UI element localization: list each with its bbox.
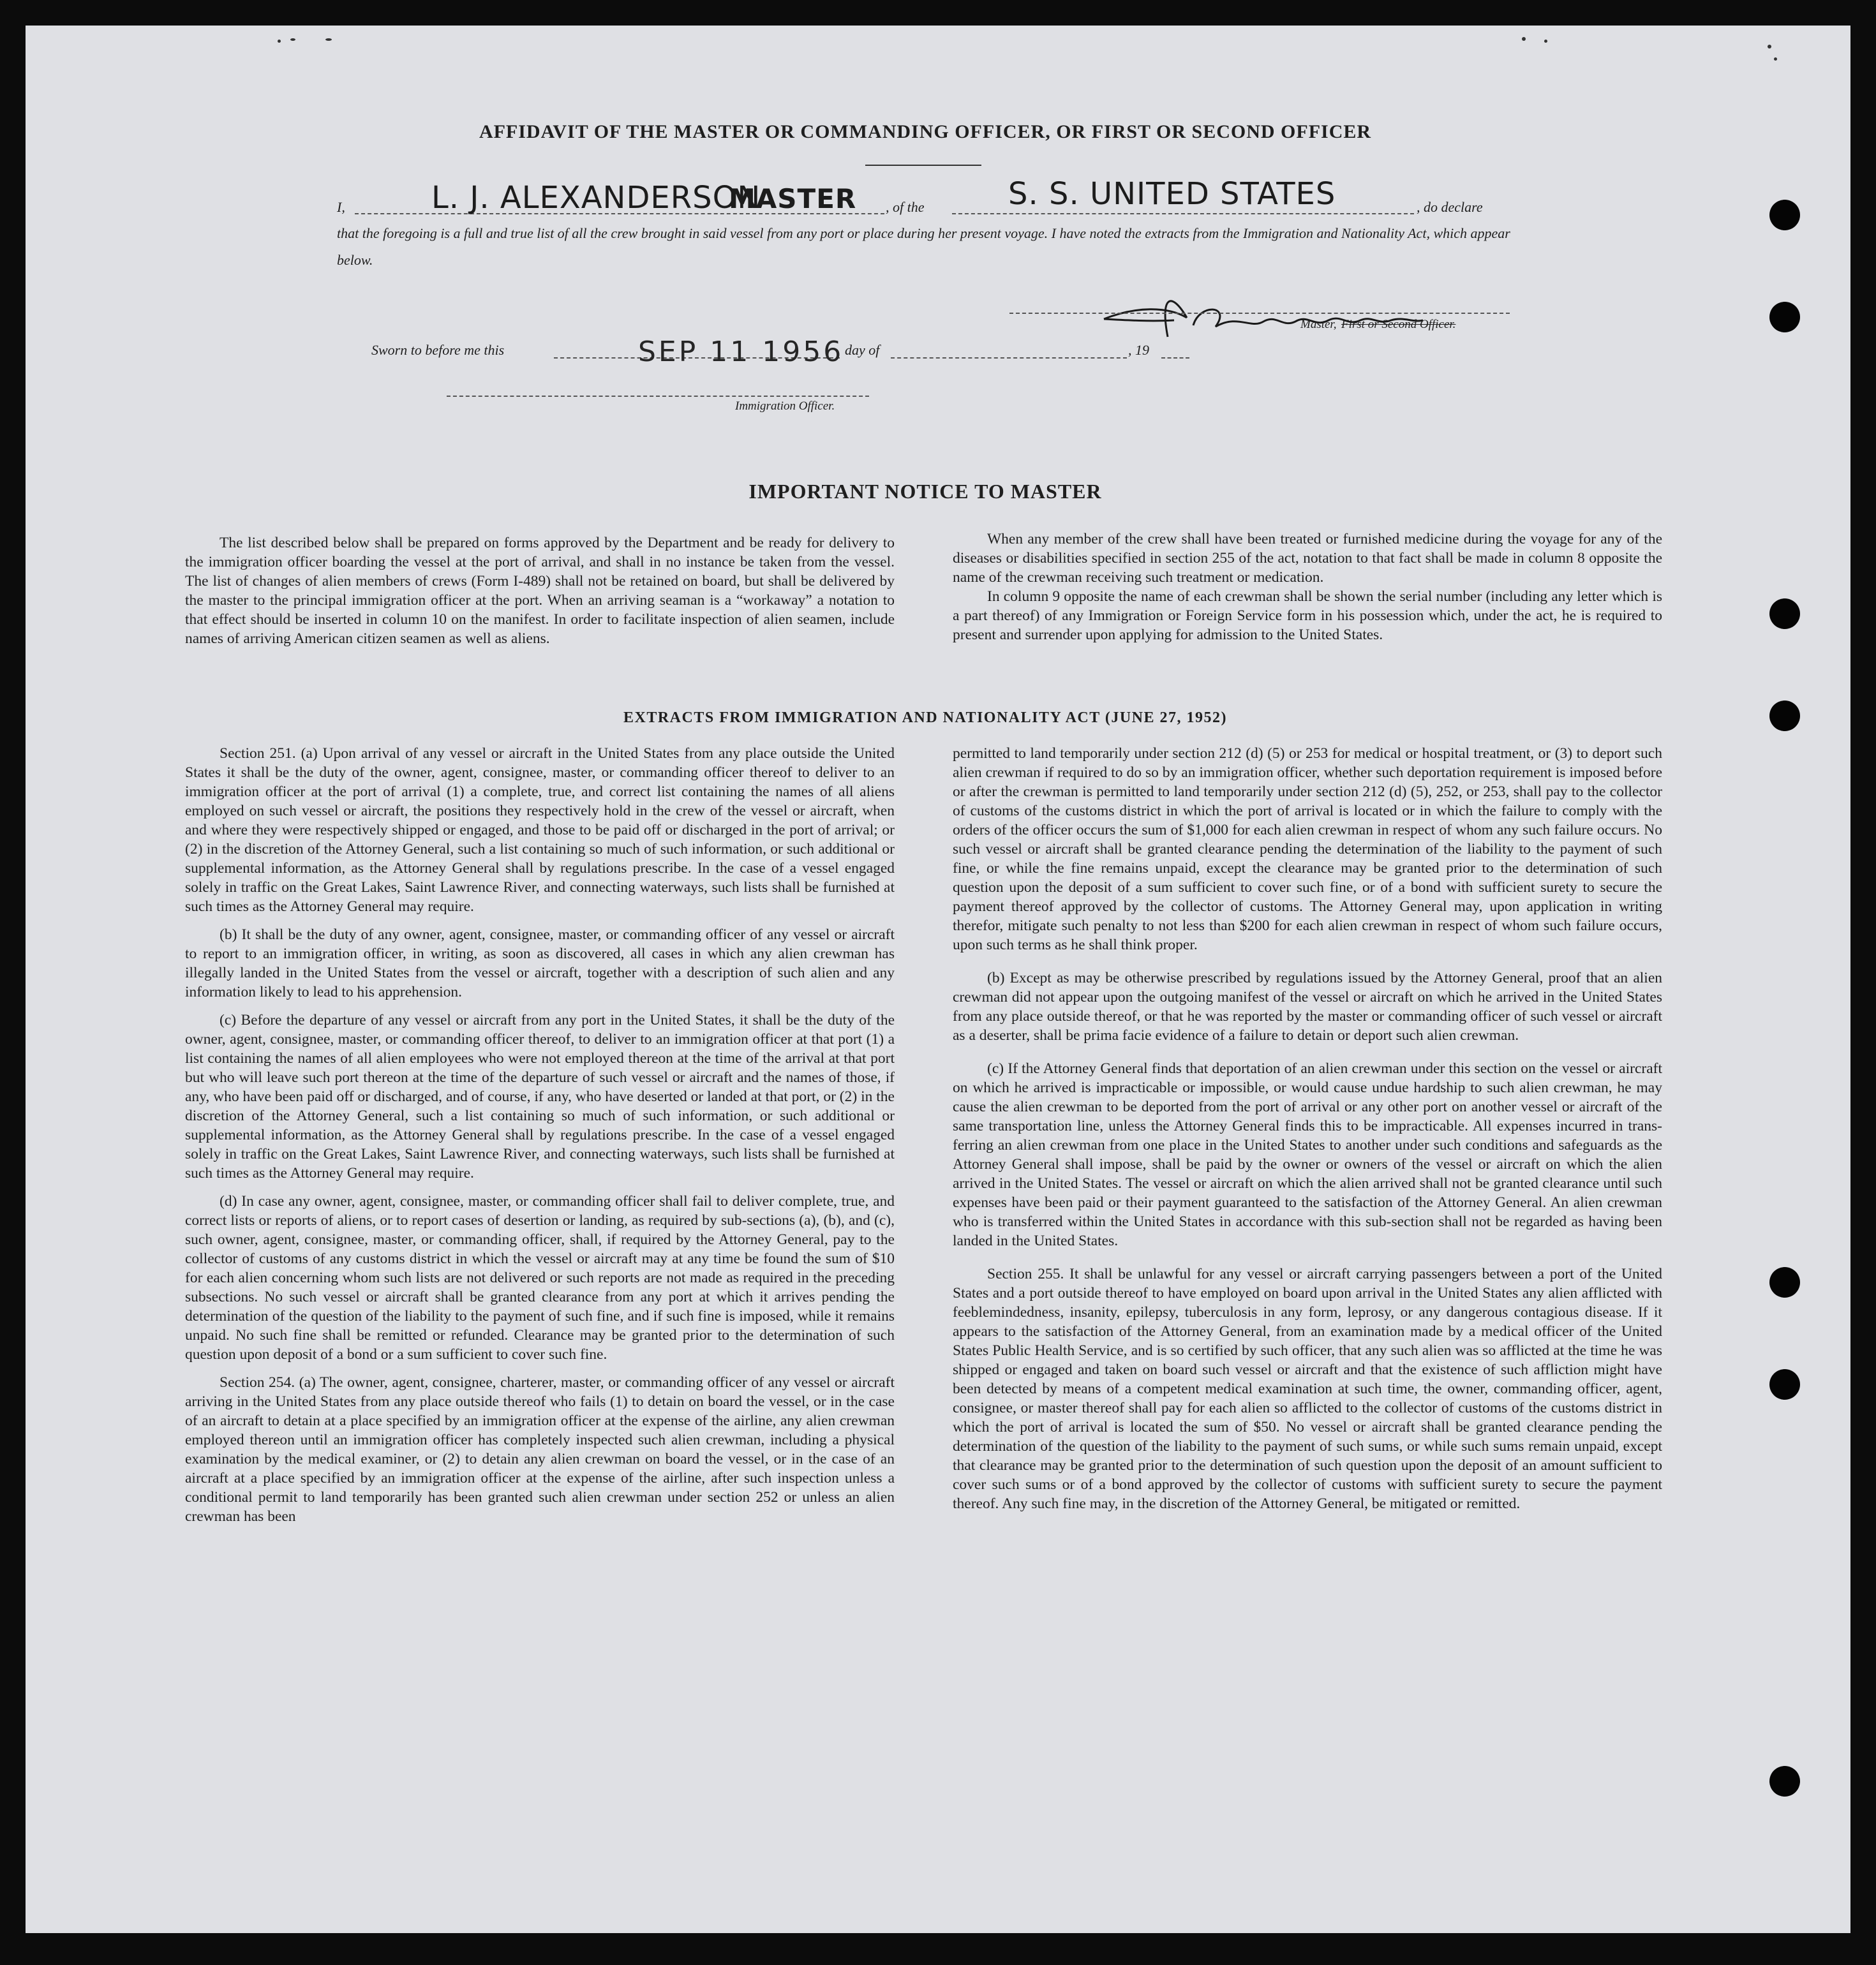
month-line — [891, 357, 1127, 359]
master-signature — [1091, 281, 1436, 351]
extracts-title: EXTRACTS FROM IMMIGRATION AND NATIONALITY ACT (JUNE 27, 1952) — [623, 709, 1227, 726]
binder-hole — [1769, 1267, 1800, 1298]
signature-caption-master: Master, — [1300, 318, 1337, 331]
scan-speck — [290, 38, 295, 41]
binder-hole — [1769, 1766, 1800, 1797]
section-251a: Section 251. (a) Upon arrival of any vessel or aircraft in the United States from any place outside the United States it shall be the duty of the owner, agent, consignee, master, or commanding officer thereof to deliver to an immigration officer at the port of arrival (1) a complete, true, and correct list containing the names of all aliens employed on such vessel or aircraft, the positions they respectively hold in the crew of the vessel or aircraft, when and where they were respectively shipped or engaged, and those to be paid off or discharged in the port of arrival; or (2) in the discretion of the Attorney General, such a list containing so much of such information, or such additional or supplemental information, as the Attorney General shall by regulations prescribe. In the case of a vessel engaged solely in traffic on the Great Lakes, Saint Lawrence River, and connecting waterways, such lists shall be furnished at such times as the Attorney General may require. — [185, 745, 895, 915]
section-254c: (c) If the Attorney General finds that deportation of an alien crewman under this section on the vessel or aircraft on which he arrived is impracticable or impossible, or would cause undue hardship to such alien crewman, he may cause the alien crewman to be deported from the port of arrival or any other port on another vessel or aircraft of the same transportation line, unless the Attorney General finds this to be impracticable. All expenses incurred in transferring an alien crewman from one place in the United States to another under such conditions and safeguards as the Attorney General shall impose, shall be paid by the owner or owners of the vessel or aircraft on which the alien arrived in the United States. The vessel or aircraft on which the alien arrived shall not be granted clearance until such expenses have been paid or their payment guaranteed to the satisfaction of the Attorney General. An alien crewman who is transferred within the United States in accordance with this sub-section shall not be regarded as having been landed in the United States. — [953, 1060, 1662, 1249]
sworn-date-stamp: SEP 11 1956 — [638, 336, 844, 368]
year-line — [1161, 357, 1189, 359]
affidavit-title: AFFIDAVIT OF THE MASTER OR COMMANDING OFFICER, OR FIRST OR SECOND OFFICER — [479, 121, 1372, 142]
notice-paragraph: In column 9 opposite the name of each crewman shall be shown the serial number (including any letter which is a part thereof) of any Immigration or Foreign Service form in his possession which, under the act, he is required to present and surrender upon applying for admission to the United States. — [953, 588, 1662, 643]
section-254a: Section 254. (a) The owner, agent, consignee, charterer, master, or commanding officer of any vessel or aircraft arriving in the United States from any place outside thereof who fails (1) to detain on board the vessel, or in the case of an aircraft to detain at a place specified by an immigration officer at the expense of the airline, any alien crewman employed thereon until an immigration officer has completely inspected such alien crewman, including a physical examination by the medical examiner, or (2) to detain any alien crewman on board the vessel, or in the case of an aircraft at a place specified by an immigration officer at the expense of the airline, after such inspection unless a conditional permit to land temporarily has been granted such alien crewman under section 252 or unless an alien crewman has been — [185, 1374, 895, 1525]
binder-hole — [1769, 200, 1800, 230]
notice-paragraph: The list described below shall be prepared on forms approved by the Department and be ready for delivery to the immigration officer boarding the vessel at the port of arrival, and shall in no instance be taken from the vessel. The list of changes of alien members of crews (Form I-489) shall not be retained on board, but shall be delivered by the master to the principal immigration officer at the port. When an arriving seaman is a “workaway” a notation to that effect should be inserted in column 10 on the manifest. In order to facilitate inspection of alien seamen, include names of arriving American citizen seamen as well as aliens. — [185, 535, 895, 647]
signature-line — [1009, 313, 1510, 314]
notice-right-column — [953, 530, 1662, 644]
vessel-line — [952, 213, 1414, 214]
notice-paragraph: When any member of the crew shall have been treated or furnished medicine during the voyage for any of the diseases or disabilities specified in section 255 of the act, notation to that fact shall be made in column 8 opposite the name of the crewman receiving such treatment or medication. — [953, 531, 1662, 586]
scan-speck — [1544, 40, 1547, 43]
scan-speck — [1774, 57, 1777, 61]
notice-left-column — [185, 533, 895, 657]
declaration-text: that the foregoing is a full and true list of all the crew brought in said vessel from any port or place during her present voyage. I have noted the extracts from the Immigration and Nationality Act, which appear below. — [337, 225, 1510, 268]
immigration-officer-line — [447, 396, 869, 397]
binder-hole — [1769, 1369, 1800, 1400]
notice-title: IMPORTANT NOTICE TO MASTER — [748, 480, 1102, 503]
section-251b: (b) It shall be the duty of any owner, agent, consignee, master, or commanding officer of any vessel or aircraft to report to an immigration officer, in writing, as soon as discovered, all cases in which any alien crewman has illegally landed in the United States from the vessel or aircraft, together with a description of such alien and any information likely to lead to his apprehension. — [185, 926, 895, 1000]
day-of-label: day of — [845, 342, 880, 358]
declarant-rank: MASTER — [729, 183, 857, 214]
extracts-right-column — [953, 744, 1662, 1527]
title-divider — [865, 165, 981, 166]
year-prefix: , 19 — [1128, 342, 1149, 358]
section-254a-continued: permitted to land temporarily under section 212 (d) (5) or 253 for medical or hospital treatment, or (3) to deport such alien crewman if required to do so by an immigration officer, whether such deportation requirement is imposed before or after the crewman is permitted to land temporarily under section 212 (d) (5), 252, or 253, shall pay to the collector of customs of the customs district in which the port of arrival is located or in which the failure to comply with the orders of the officer occurs the sum of $1,000 for each alien crewman in respect of whom any such failure occurs. No such vessel or aircraft shall be granted clearance pending the determination of the liability to the payment of such fine, or while the fine remains unpaid, except the clearance may be granted prior to the determination of such question upon the deposit of a sum sufficient to cover such fine, or of a bond with sufficient surety to secure the payment thereof approved by the collector of customs. The Attorney General may, upon application in writing therefor, mitigate such penalty to not less than $200 for each alien crewman in respect of whom such failure occurs, upon such terms as he shall think proper. — [953, 745, 1662, 953]
sworn-prefix: Sworn to before me this — [371, 342, 505, 358]
scan-speck — [278, 40, 281, 43]
binder-hole — [1769, 701, 1800, 731]
scan-speck — [1768, 45, 1771, 48]
immigration-officer-caption: Immigration Officer. — [735, 399, 835, 413]
vessel-name: S. S. UNITED STATES — [1008, 176, 1336, 212]
declarant-prefix: I, — [337, 199, 345, 215]
section-255: Section 255. It shall be unlawful for any vessel or aircraft carrying passengers between a port of the United States and a port outside thereof to have employed on board upon arrival in the United States any alien afflicted with feeblemindedness, insanity, epilepsy, tuberculosis in any form, leprosy, or any dangerous contagious disease. If it appears to the satisfaction of the Attorney General, from an examination made by a medical officer of the United States Public Health Service, and is so certified by such officer, that any such alien was so afflicted at the time he was shipped or engaged and taken on board such vessel or aircraft and that the existence of such affliction might have been detected by means of a competent medical examination at such time, the owner, commanding officer, agent, consignee, or master thereof shall pay for each alien so afflicted to the collector of customs of the customs district in which the port of arrival is located the sum of $50. No vessel or aircraft shall be granted clearance pending the determination of the question of the liability to the payment of such sums, or while such sums remain unpaid, except that clearance may be granted prior to the determination of such question upon the deposit of an amount sufficient to cover such sums or of a bond approved by the collector of customs with sufficient surety to secure the payment thereof. Any such fine may, in the discretion of the Attorney General, be mitigated or remitted. — [953, 1266, 1662, 1512]
binder-hole — [1769, 598, 1800, 629]
extracts-left-column — [185, 744, 895, 1535]
signature-caption-struck: First or Second Officer. — [1341, 318, 1456, 331]
section-254b: (b) Except as may be otherwise prescribed by regulations issued by the Attorney General, proof that an alien crewman did not appear upon the outgoing manifest of the vessel or aircraft on which he arrived in the United States from any place outside thereof, or that he was reported by the master or commanding officer of such vessel or aircraft as a deserter, shall be prima facie evidence of a failure to detain or deport such alien crewman. — [953, 970, 1662, 1044]
scan-speck — [1522, 37, 1526, 41]
section-251d: (d) In case any owner, agent, consignee, master, or commanding officer shall fail to deliver complete, true, and correct lists or reports of aliens, or to report cases of desertion or landing, as required by sub-sections (a), (b), and (c), such owner, agent, consignee, master, or commanding officer, shall, if required by the Attorney General, pay to the collector of customs of any customs district in which the vessel or aircraft may at any time be found the sum of $10 for each alien concerning whom such lists are not delivered or such reports are not made as required in the preceding subsections. No such vessel or aircraft shall be granted clearance from any port at which it arrives pending the determination of the question of the liability to the payment of such fine, and if such fine is imposed, while it remains unpaid. No such fine shall be remitted or refunded. Clearance may be granted prior to the determination of such question upon deposit of a bond or a sum sufficient to cover such fine. — [185, 1193, 895, 1363]
do-declare-label: , do declare — [1417, 199, 1483, 215]
binder-hole — [1769, 302, 1800, 332]
scan-speck — [325, 38, 332, 41]
of-the-label: , of the — [886, 199, 925, 215]
declarant-name: L. J. ALEXANDERSON — [431, 180, 761, 216]
section-251c: (c) Before the departure of any vessel or aircraft from any port in the United States, it shall be the duty of the owner, agent, consignee, master, or commanding officer thereof, to deliver to an immigration officer at that port (1) a list containing the names of all alien employees who were not employed thereon at the time of the arrival at that port but who will leave such port thereon at the time of the departure of such vessel or aircraft and the names of those, if any, who have been paid off or discharged, and of course, if any, who have deserted or landed at that port, or (2) in the discretion of the Attorney General, such a list containing so much of such information, or such additional or supplemental information, as the Attorney General shall by regulations prescribe. In the case of a vessel engaged solely in traffic on the Great Lakes, Saint Lawrence River, and connecting waterways, such lists shall be furnished at such times as the Attorney General may require. — [185, 1012, 895, 1182]
